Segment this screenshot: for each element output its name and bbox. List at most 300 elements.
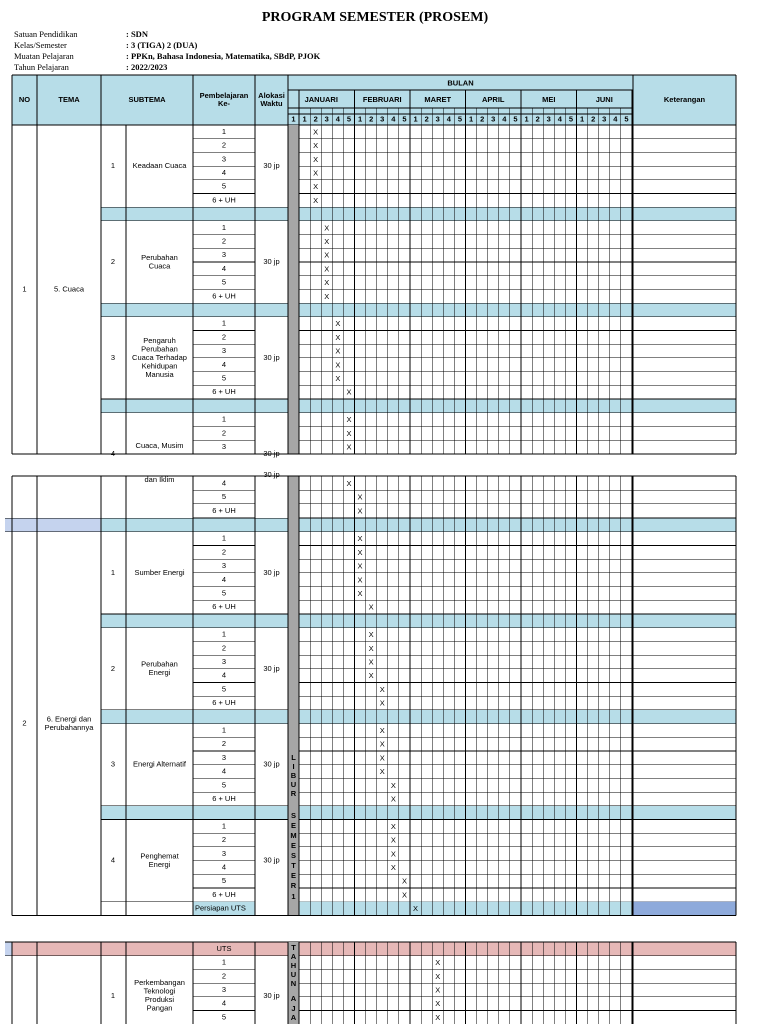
pembelajaran-number <box>212 506 236 515</box>
libur-letter: J <box>291 1004 296 1013</box>
subtema-name-line: Penghemat <box>140 851 179 861</box>
week-number-line: 2 <box>369 114 374 124</box>
schedule-mark <box>358 506 363 515</box>
alokasi-value-line: 30 jp <box>263 990 280 1000</box>
pembelajaran-number <box>222 575 226 584</box>
uts-row <box>12 942 288 956</box>
schedule-mark-line: X <box>324 291 330 301</box>
schedule-mark <box>380 685 385 694</box>
week-number <box>458 114 462 123</box>
tema-number-line: 2 <box>22 718 27 728</box>
week-number <box>358 114 362 123</box>
month-label-line: JUNI <box>595 94 613 104</box>
pembelajaran-number <box>212 291 236 300</box>
break-row <box>5 518 101 532</box>
week-number-line: 3 <box>546 114 551 124</box>
schedule-mark-line: X <box>379 753 385 763</box>
schedule-mark-line: X <box>335 332 341 342</box>
week-number <box>347 114 351 123</box>
schedule-mark-line: X <box>435 971 441 981</box>
schedule-mark <box>380 753 385 762</box>
subtema-number <box>111 353 115 362</box>
subtema-name-line: Pengaruh <box>143 335 176 345</box>
pembelajaran-number-line: 5 <box>221 780 227 790</box>
subtema-number <box>111 856 115 865</box>
libur-letter: R <box>290 789 297 798</box>
pembelajaran-number <box>222 346 226 355</box>
schedule-mark <box>380 767 385 776</box>
subtema-name-line: Teknologi <box>143 986 176 996</box>
pembelajaran-number <box>222 684 226 693</box>
month-label <box>305 95 338 104</box>
week-number <box>314 114 318 123</box>
week-number <box>536 114 540 123</box>
pembelajaran-number-line: 1 <box>221 629 227 639</box>
tema-name <box>45 714 95 732</box>
pembelajaran-number-line: 2 <box>221 332 227 342</box>
persiapan-uts-keterangan <box>633 902 736 916</box>
schedule-mark-line: X <box>346 478 352 488</box>
month-label <box>363 95 402 104</box>
subtema-number-line: 4 <box>110 448 116 458</box>
libur-letter: A <box>290 952 297 961</box>
alokasi-value-line: 30 jp <box>263 855 280 865</box>
pembelajaran-number <box>222 780 226 789</box>
week-number <box>624 114 628 123</box>
pembelajaran-number-line: 3 <box>221 346 227 356</box>
pembelajaran-number <box>222 671 226 680</box>
pembelajaran-number <box>222 492 226 501</box>
week-number <box>569 114 573 123</box>
week-number <box>425 114 429 123</box>
subtema-name-line: Manusia <box>145 369 174 379</box>
alokasi-value-line: 30 jp <box>263 352 280 362</box>
schedule-mark <box>369 671 374 680</box>
schedule-mark-line: X <box>379 739 385 749</box>
pembelajaran-number <box>222 332 226 341</box>
libur-letter: H <box>290 961 297 970</box>
schedule-mark-line: X <box>390 821 396 831</box>
schedule-mark <box>335 360 340 369</box>
schedule-mark <box>324 223 329 232</box>
pembelajaran-number <box>222 876 226 885</box>
libur-letter: L <box>291 753 296 762</box>
pembelajaran-number-line: 4 <box>221 263 227 273</box>
alokasi-value <box>263 470 279 479</box>
uts-label <box>217 944 232 953</box>
alokasi-value-line: 30 jp <box>263 759 280 769</box>
pembelajaran-number-line: 5 <box>221 181 227 191</box>
pembelajaran-number <box>212 698 236 707</box>
schedule-mark-line: X <box>313 168 319 178</box>
pembelajaran-number <box>222 862 226 871</box>
week-number <box>436 114 440 123</box>
schedule-mark <box>391 863 396 872</box>
pembelajaran-number <box>222 725 226 734</box>
subtema-number-line: 1 <box>110 990 116 1000</box>
schedule-mark-line: X <box>357 547 363 557</box>
pembelajaran-number-line: 2 <box>221 643 227 653</box>
persiapan-uts-label: Persiapan UTS <box>195 903 246 913</box>
week-number-line: 3 <box>380 114 385 124</box>
tema-number-line: 1 <box>22 284 27 294</box>
pembelajaran-number <box>222 168 226 177</box>
week-number-line: 4 <box>446 114 451 124</box>
schedule-mark <box>324 237 329 246</box>
libur-letter: A <box>290 1013 297 1022</box>
month-label <box>542 95 555 104</box>
week-number-line: 5 <box>624 114 629 124</box>
schedule-mark <box>391 849 396 858</box>
subtema-name <box>133 161 188 170</box>
libur-letter: E <box>290 841 297 850</box>
week-number-line: 2 <box>591 114 596 124</box>
alokasi-value-line: 30 jp <box>263 567 280 577</box>
libur-letter: I <box>292 762 295 771</box>
schedule-mark <box>358 589 363 598</box>
libur-letter: U <box>290 970 297 979</box>
schedule-mark-line: X <box>324 223 330 233</box>
schedule-mark-line: X <box>390 794 396 804</box>
pembelajaran-number <box>212 794 236 803</box>
subtema-number-line: 1 <box>110 161 116 171</box>
week-number-line: 1 <box>357 114 363 124</box>
week-number-line: 4 <box>613 114 618 124</box>
pembelajaran-number-line: 4 <box>221 574 227 584</box>
schedule-mark <box>380 740 385 749</box>
pembelajaran-number <box>222 849 226 858</box>
schedule-mark <box>391 836 396 845</box>
schedule-mark-line: X <box>313 154 319 164</box>
pembelajaran-number <box>222 753 226 762</box>
subtema-name-line: Cuaca <box>148 261 171 271</box>
pembelajaran-number-line: 5 <box>221 1012 227 1022</box>
schedule-mark <box>435 1013 440 1022</box>
subtema-number <box>111 664 115 673</box>
break-row <box>101 614 736 628</box>
schedule-mark-line: X <box>413 904 419 914</box>
libur-letter: S <box>290 811 297 820</box>
pembelajaran-number <box>222 141 226 150</box>
schedule-mark-line: X <box>435 958 441 968</box>
alokasi-value <box>263 664 279 673</box>
info-row: Kelas/Semester : 3 (TIGA) 2 (DUA) <box>14 40 198 50</box>
week-number <box>547 114 551 123</box>
schedule-mark-line: X <box>324 250 330 260</box>
week-number-line: 4 <box>391 114 396 124</box>
subtema-name-line: Perkembangan <box>134 978 185 988</box>
week-number <box>469 114 473 123</box>
subtema-name-line: Produksi <box>144 995 175 1005</box>
alokasi-value-line: 30 jp <box>263 448 280 458</box>
pembelajaran-number-line: 3 <box>221 656 227 666</box>
schedule-mark <box>435 958 440 967</box>
schedule-mark <box>391 822 396 831</box>
tema-name-line: 6. Energi dan <box>46 714 92 724</box>
subtema-name <box>136 441 184 450</box>
pembelajaran-number <box>222 278 226 287</box>
week-number-line: 4 <box>557 114 562 124</box>
schedule-mark <box>358 534 363 543</box>
schedule-mark-line: X <box>313 182 319 192</box>
week-number <box>591 114 595 123</box>
pembelajaran-number <box>222 657 226 666</box>
pembelajaran-number-line: 1 <box>221 533 227 543</box>
subtema-name <box>140 851 179 869</box>
schedule-mark <box>346 415 351 424</box>
pembelajaran-number-line: 5 <box>221 373 227 383</box>
pembelajaran-number-line: 6 + UH <box>212 291 236 301</box>
schedule-mark-line: X <box>335 346 341 356</box>
pembelajaran-number-line: 3 <box>221 561 227 571</box>
subtema-number-line: 3 <box>110 759 116 769</box>
week-number <box>480 114 484 123</box>
break-row <box>101 710 736 724</box>
subtema-name-line: Perubahan <box>141 659 178 669</box>
pembelajaran-number-line: 3 <box>221 441 227 451</box>
header-subtema <box>128 95 166 104</box>
pembelajaran-number-line: 6 + UH <box>212 698 236 708</box>
month-label-line: MARET <box>424 94 452 104</box>
pembelajaran-number-line: 3 <box>221 848 227 858</box>
week-number <box>602 114 606 123</box>
week-number-line: 1 <box>524 114 529 124</box>
header-subtema-line: SUBTEMA <box>128 94 166 104</box>
schedule-mark-line: X <box>313 127 319 137</box>
schedule-mark-line: X <box>379 725 385 735</box>
schedule-mark <box>346 429 351 438</box>
pembelajaran-number-line: 6 + UH <box>212 793 236 803</box>
pembelajaran-number <box>222 835 226 844</box>
subtema-name-line: Cuaca Terhadap <box>132 352 187 362</box>
schedule-mark-line: X <box>390 780 396 790</box>
schedule-mark <box>369 657 374 666</box>
libur-letter: 1 <box>291 892 296 901</box>
week-number-line: 4 <box>502 114 507 124</box>
pembelajaran-number-line: 4 <box>221 766 227 776</box>
week-number-line: 2 <box>313 114 318 124</box>
schedule-mark-line: X <box>390 862 396 872</box>
subtema-name-line: Perubahan <box>141 252 178 262</box>
schedule-mark-line: X <box>401 890 407 900</box>
tema-name-line: Perubahannya <box>44 722 94 732</box>
subtema-name-line: Keadaan Cuaca <box>132 161 187 171</box>
week-number <box>380 114 384 123</box>
alokasi-value <box>263 449 279 458</box>
schedule-mark-line: X <box>368 630 374 640</box>
pembelajaran-number <box>222 373 226 382</box>
schedule-mark-line: X <box>401 876 407 886</box>
pembelajaran-number <box>212 195 236 204</box>
pembelajaran-number <box>212 602 236 611</box>
month-label <box>596 95 613 104</box>
pembelajaran-number <box>222 821 226 830</box>
pembelajaran-number <box>212 387 236 396</box>
schedule-mark-line: X <box>368 657 374 667</box>
subtema-number <box>111 449 115 458</box>
subtema-name <box>132 336 187 379</box>
schedule-mark-line: X <box>357 534 363 544</box>
schedule-mark <box>402 890 407 899</box>
subtema-name <box>133 760 187 769</box>
schedule-mark-line: X <box>390 835 396 845</box>
pembelajaran-number-line: 5 <box>221 492 227 502</box>
pembelajaran-number-line: 5 <box>221 876 227 886</box>
pembelajaran-number <box>222 971 226 980</box>
alokasi-value <box>263 568 279 577</box>
libur-letter: E <box>290 871 297 880</box>
header-pembelajaran-line: Pembelajaran <box>199 90 249 100</box>
subtema-number-line: 2 <box>110 663 116 673</box>
header-tema-line: TEMA <box>58 94 80 104</box>
header-pembelajaran-line: Ke- <box>217 98 231 108</box>
pembelajaran-number <box>222 478 226 487</box>
libur-letter: T <box>291 861 296 870</box>
week-number-line: 3 <box>491 114 496 124</box>
schedule-mark-line: X <box>324 278 330 288</box>
alokasi-value-line: 30 jp <box>263 469 280 479</box>
pembelajaran-number <box>212 890 236 899</box>
schedule-mark-line: X <box>368 643 374 653</box>
persiapan-uts-row <box>299 902 633 916</box>
pembelajaran-number-line: 1 <box>221 414 227 424</box>
pembelajaran-number <box>222 415 226 424</box>
alokasi-value <box>263 856 279 865</box>
header-bulan <box>447 78 473 87</box>
pembelajaran-number-line: 4 <box>221 862 227 872</box>
week-number-line: 1 <box>579 114 585 124</box>
break-row <box>101 806 736 820</box>
subtema-name <box>134 568 184 577</box>
header-no-line: NO <box>18 94 31 104</box>
pembelajaran-number-line: 4 <box>221 670 227 680</box>
pembelajaran-number <box>222 250 226 259</box>
subtema-name-line: Pangan <box>146 1003 173 1013</box>
schedule-mark <box>358 562 363 571</box>
pembelajaran-number <box>222 958 226 967</box>
pembelajaran-number <box>222 319 226 328</box>
schedule-mark <box>324 264 329 273</box>
document-title: PROGRAM SEMESTER (PROSEM) <box>261 10 489 25</box>
week-number-line: 3 <box>324 114 329 124</box>
schedule-mark <box>391 781 396 790</box>
schedule-mark <box>435 999 440 1008</box>
schedule-mark-line: X <box>346 442 352 452</box>
schedule-mark-line: X <box>313 195 319 205</box>
schedule-mark <box>313 168 318 177</box>
schedule-mark <box>435 985 440 994</box>
pembelajaran-number <box>222 236 226 245</box>
schedule-mark <box>346 388 351 397</box>
schedule-mark <box>369 603 374 612</box>
pembelajaran-number <box>222 561 226 570</box>
subtema-number-line: 4 <box>110 855 116 865</box>
pembelajaran-number-line: 2 <box>221 739 227 749</box>
header-keterangan-line: Keterangan <box>663 94 706 104</box>
header-no <box>19 95 30 104</box>
week-number <box>524 114 528 123</box>
libur-column <box>288 125 299 454</box>
pembelajaran-number-line: 4 <box>221 478 227 488</box>
schedule-mark <box>335 319 340 328</box>
schedule-mark-line: X <box>324 264 330 274</box>
schedule-mark <box>413 904 418 913</box>
pembelajaran-number <box>222 985 226 994</box>
pembelajaran-number <box>222 154 226 163</box>
pembelajaran-number-line: 1 <box>221 725 227 735</box>
subtema-name-line: Energi Alternatif <box>133 759 186 769</box>
libur-semester-text <box>290 753 296 1022</box>
pembelajaran-number <box>222 127 226 136</box>
subtema-name-line: Energi <box>148 668 171 678</box>
info-row: Satuan Pendidikan : SDN <box>14 29 148 39</box>
pembelajaran-number-line: 2 <box>221 236 227 246</box>
schedule-mark <box>369 644 374 653</box>
pembelajaran-number <box>222 999 226 1008</box>
pembelajaran-number-line: 1 <box>221 318 227 328</box>
subtema-name-line: Cuaca, Musim <box>135 440 184 450</box>
pembelajaran-number <box>222 442 226 451</box>
pembelajaran-number-line: 4 <box>221 167 227 177</box>
pembelajaran-number <box>222 264 226 273</box>
schedule-mark <box>313 196 318 205</box>
subtema-name <box>141 253 178 271</box>
schedule-mark-line: X <box>390 849 396 859</box>
schedule-mark-line: X <box>335 360 341 370</box>
schedule-mark <box>380 726 385 735</box>
schedule-mark <box>358 493 363 502</box>
libur-letter: N <box>290 979 297 988</box>
schedule-mark-line: X <box>379 684 385 694</box>
pembelajaran-number-line: 1 <box>221 957 227 967</box>
pembelajaran-number-line: 5 <box>221 277 227 287</box>
schedule-mark-line: X <box>435 999 441 1009</box>
libur-letter: U <box>290 780 297 789</box>
schedule-mark <box>324 278 329 287</box>
week-number <box>513 114 517 123</box>
schedule-mark-line: X <box>357 575 363 585</box>
month-label-line: FEBRUARI <box>362 94 402 104</box>
header-tema <box>58 95 80 104</box>
week-number-line: 1 <box>468 114 474 124</box>
week-number-line: 5 <box>513 114 518 124</box>
schedule-mark-line: X <box>357 561 363 571</box>
subtema-name <box>134 978 185 1013</box>
header-alokasi <box>258 91 285 108</box>
week-number-line: 1 <box>302 114 307 124</box>
pembelajaran-number-line: 3 <box>221 752 227 762</box>
week-number <box>325 114 329 123</box>
pembelajaran-number-line: 2 <box>221 971 227 981</box>
week-number <box>413 114 417 123</box>
week-number-line: 3 <box>602 114 607 124</box>
header-bulan-line: BULAN <box>447 78 474 88</box>
schedule-mark <box>346 479 351 488</box>
subtema-number <box>111 257 115 266</box>
alokasi-value <box>263 161 279 170</box>
schedule-mark <box>313 155 318 164</box>
pembelajaran-number <box>222 1012 226 1021</box>
month-label-line: MEI <box>542 94 556 104</box>
alokasi-value-line: 30 jp <box>263 256 280 266</box>
schedule-mark <box>335 333 340 342</box>
week-number-line: 5 <box>457 114 463 124</box>
pembelajaran-number-line: 6 + UH <box>212 195 236 205</box>
week-number <box>291 114 295 123</box>
schedule-mark <box>313 141 318 150</box>
libur-letter: M <box>290 831 297 840</box>
pembelajaran-number-line: 2 <box>221 835 227 845</box>
